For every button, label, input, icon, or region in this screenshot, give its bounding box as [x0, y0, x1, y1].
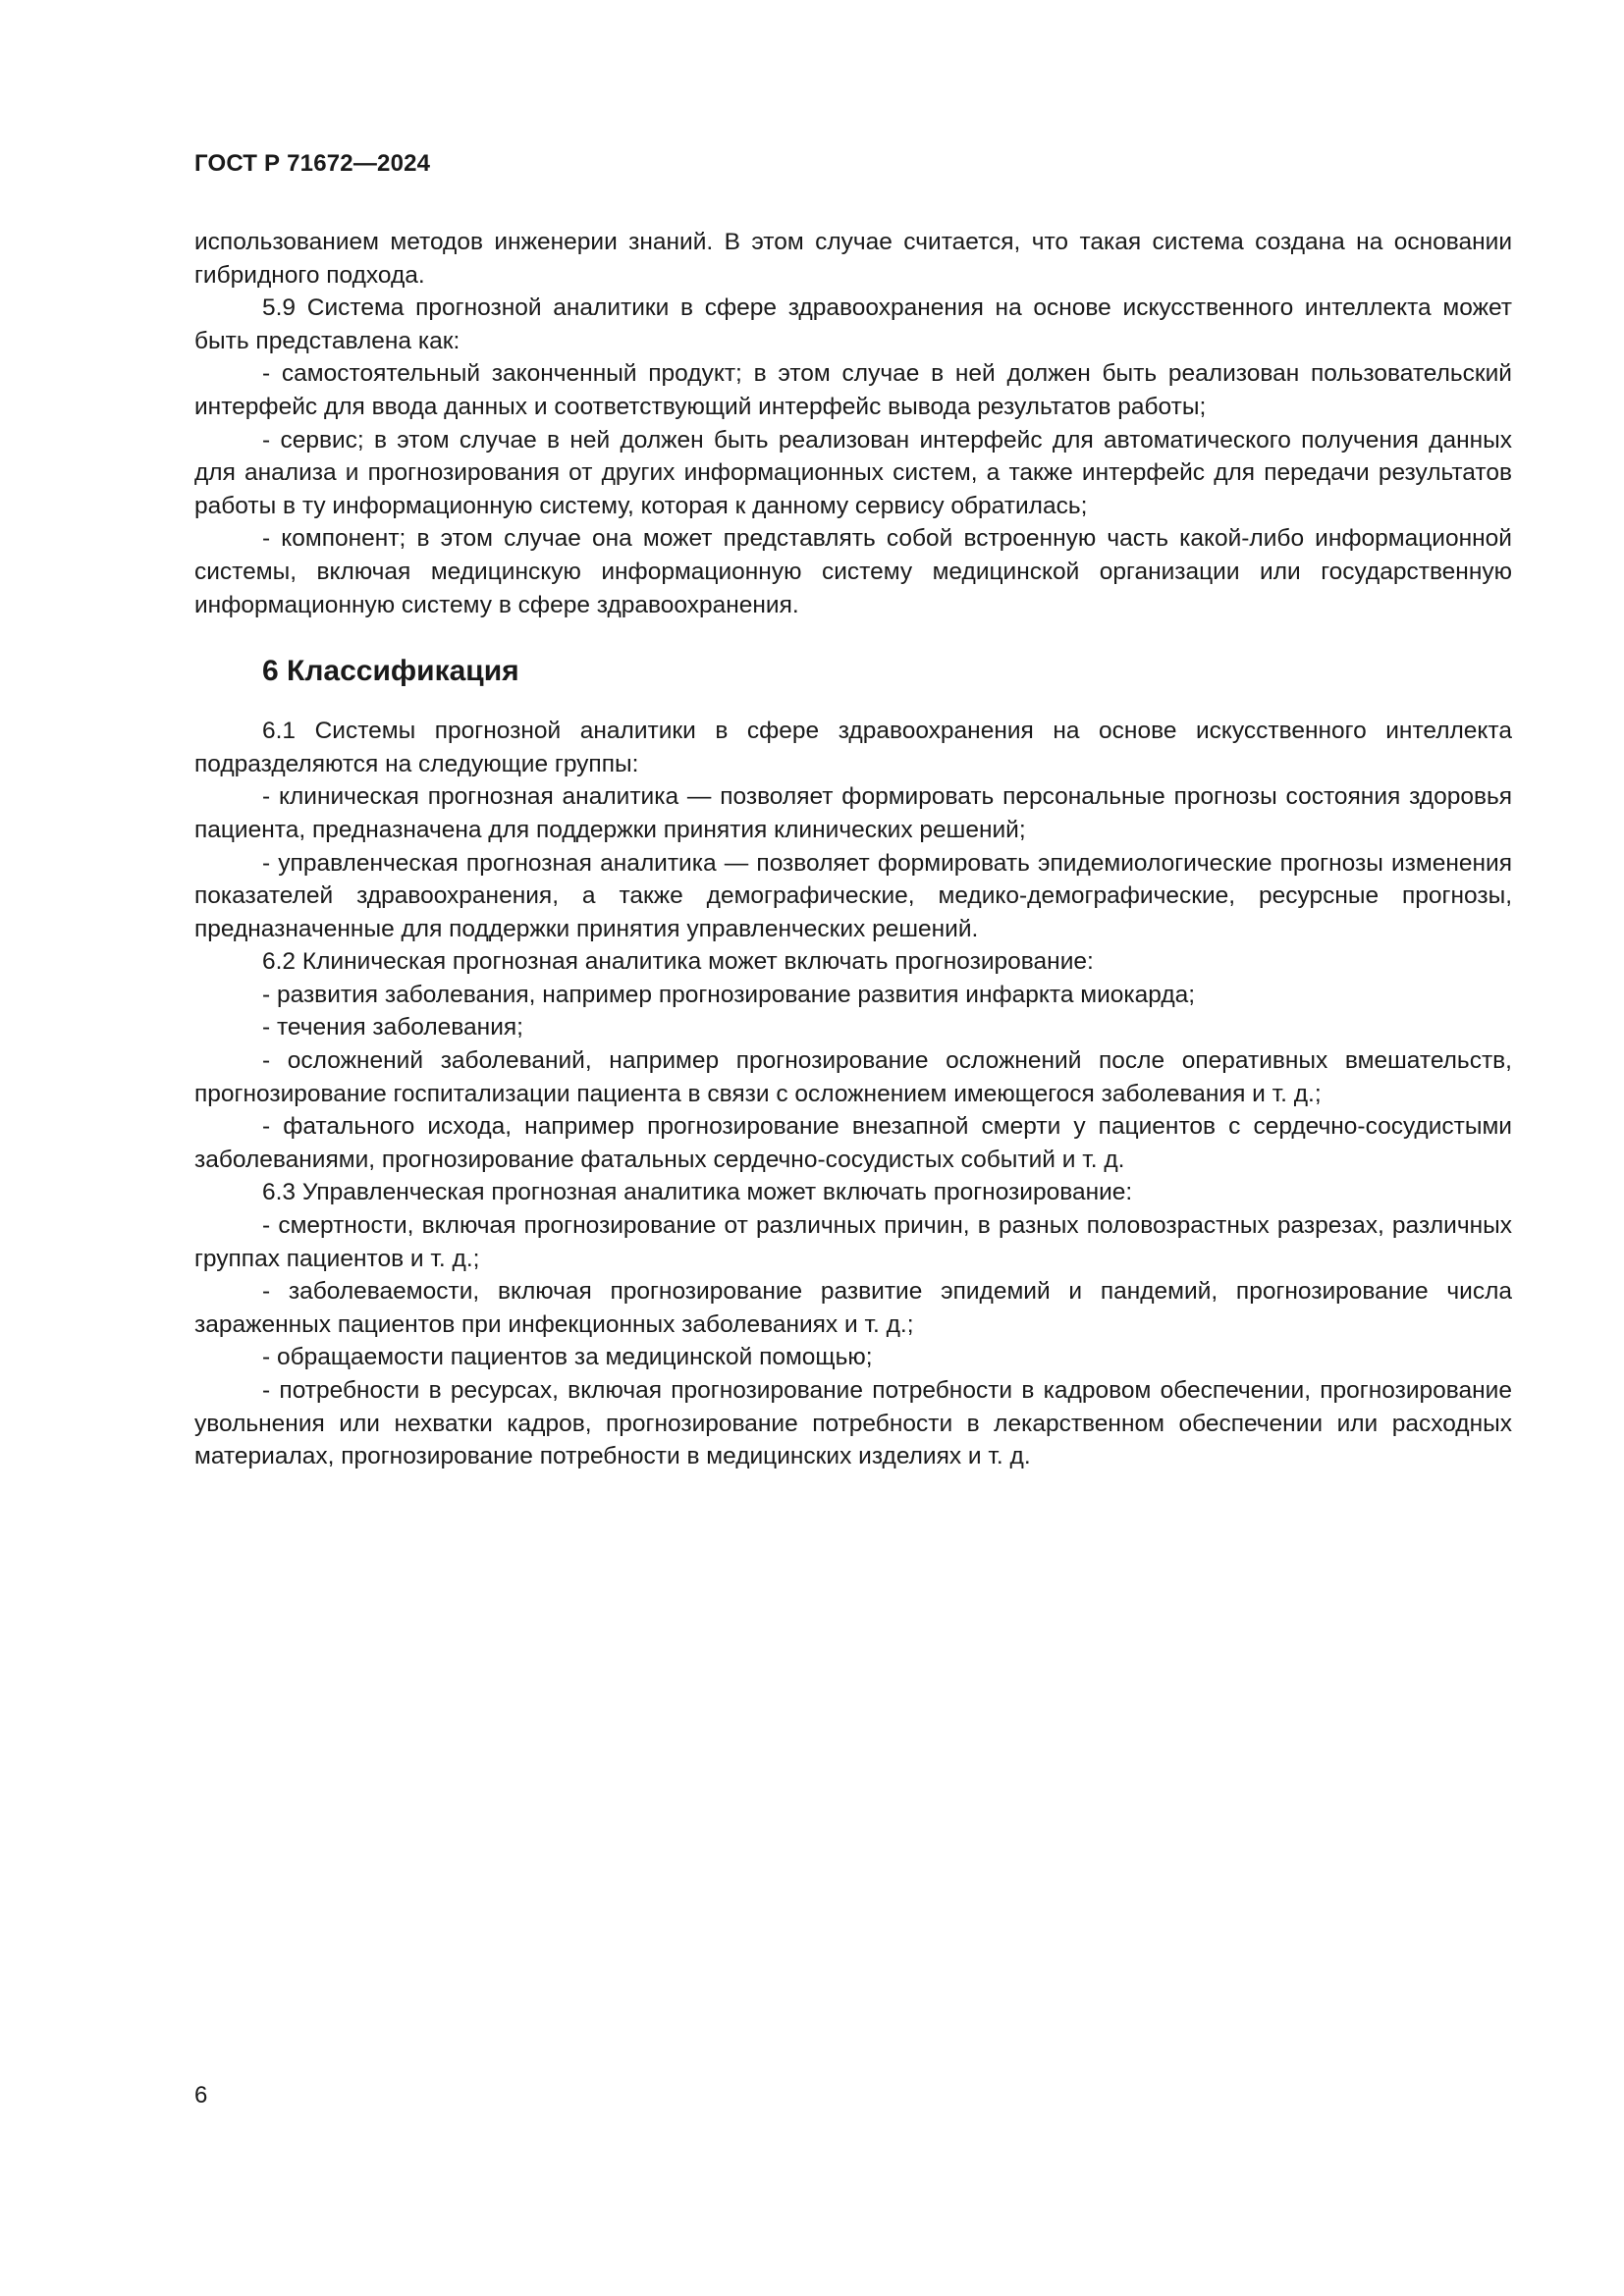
list-item: - развития заболевания, например прогнозирование развития инфаркта миокарда; [262, 981, 1196, 1008]
list-item: - сервис; в этом случае в ней должен быть реализован интерфейс для автоматического получения данных для анализа и прогнозирования от других информационных систем, а также интерфейс для передачи результатов работы в ту информационную систему, которая к данному сервису обратилась; [194, 426, 1512, 519]
document-header: ГОСТ Р 71672—2024 [194, 150, 431, 177]
paragraph: 6.2 Клиническая прогнозная аналитика может включать прогнозирование: [262, 948, 1094, 976]
list-item: - фатального исхода, например прогнозирование внезапной смерти у пациентов с сердечно-сосудистыми заболеваниями, прогнозирование фатальных сердечно-сосудистых событий и т. д. [194, 1113, 1512, 1173]
list-item: - течения заболевания; [262, 1014, 523, 1041]
list-item: - клиническая прогнозная аналитика — позволяет формировать персональные прогнозы состояния здоровья пациента, предназначена для поддержки принятия клинических решений; [194, 783, 1512, 843]
list-item: - самостоятельный законченный продукт; в этом случае в ней должен быть реализован пользовательский интерфейс для ввода данных и соответствующий интерфейс вывода результатов работы; [194, 360, 1512, 420]
paragraph: 6.3 Управленческая прогнозная аналитика может включать прогнозирование: [262, 1179, 1133, 1206]
list-item: - обращаемости пациентов за медицинской помощью; [262, 1344, 873, 1371]
list-item: - смертности, включая прогнозирование от различных причин, в разных половозрастных разрезах, различных группах пациентов и т. д.; [194, 1212, 1512, 1272]
section-title: 6 Классификация [262, 655, 519, 688]
list-item: - управленческая прогнозная аналитика — позволяет формировать эпидемиологические прогнозы изменения показателей здравоохранения, а также демографические, медико-демографические, ресурсные прогнозы, предназначенные для поддержки принятия управленческих решений. [194, 849, 1512, 942]
paragraph: 5.9 Система прогнозной аналитики в сфере здравоохранения на основе искусственного интеллекта может быть представлена как: [194, 294, 1512, 354]
paragraph: использованием методов инженерии знаний. В этом случае считается, что такая система создана на основании гибридного подхода. [194, 229, 1512, 289]
page-number: 6 [194, 2082, 208, 2109]
list-item: - заболеваемости, включая прогнозирование развитие эпидемий и пандемий, прогнозирование числа зараженных пациентов при инфекционных заболеваниях и т. д.; [194, 1278, 1512, 1338]
paragraph: 6.1 Системы прогнозной аналитики в сфере здравоохранения на основе искусственного интеллекта подразделяются на следующие группы: [194, 718, 1512, 777]
list-item: - осложнений заболеваний, например прогнозирование осложнений после оперативных вмешательств, прогнозирование госпитализации пациента в связи с осложнением имеющегося заболевания и т. д.; [194, 1047, 1512, 1107]
list-item: - потребности в ресурсах, включая прогнозирование потребности в кадровом обеспечении, прогнозирование увольнения или нехватки кадров, прогнозирование потребности в лекарственном обеспечении или расходных материалах, прогнозирование потребности в медицинских изделиях и т. д. [194, 1377, 1512, 1470]
document-body [194, 226, 1512, 1473]
list-item: - компонент; в этом случае она может представлять собой встроенную часть какой-либо информационной системы, включая медицинскую информационную систему медицинской организации или государственную информационную систему в сфере здравоохранения. [194, 525, 1512, 618]
